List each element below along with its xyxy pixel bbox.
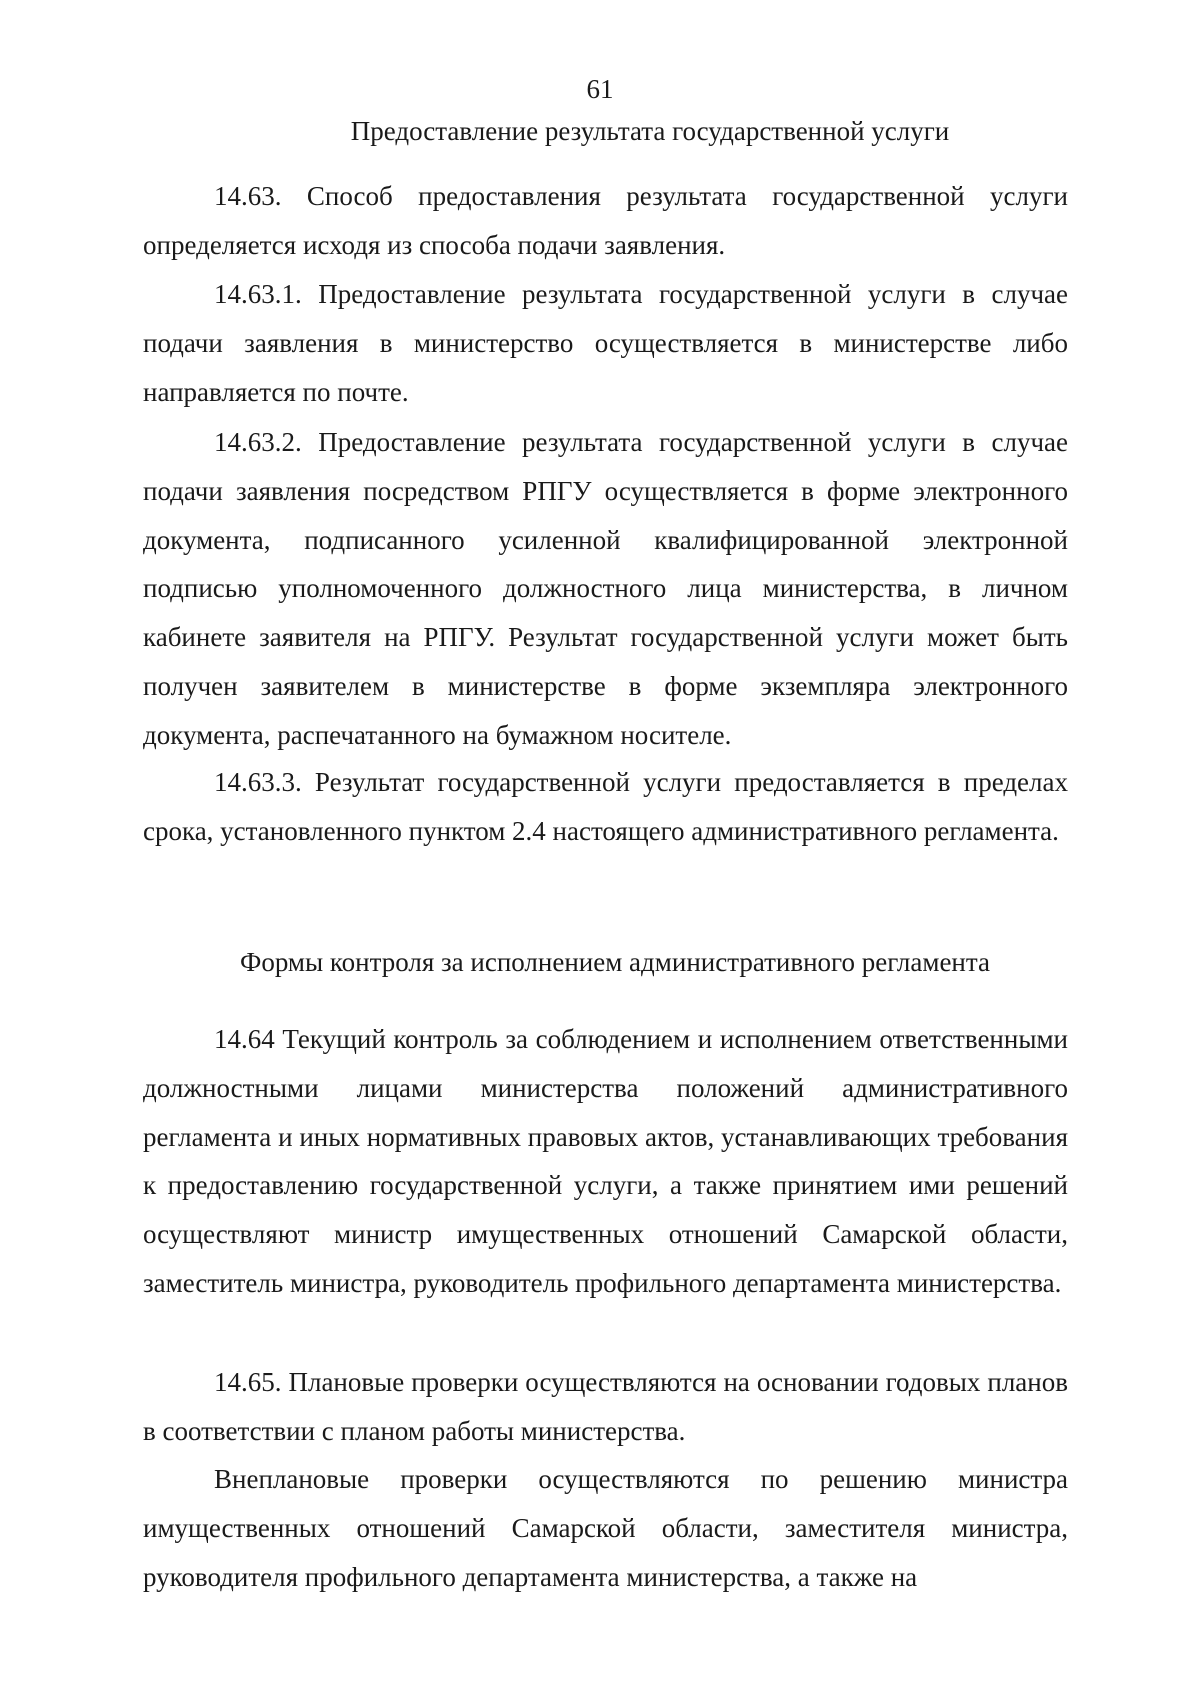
paragraph-14-63-3: 14.63.3. Результат государственной услуги предоставляется в пределах срока, установленного пунктом 2.4 настоящего административного регламента. [143, 767, 1068, 846]
page-number: 61 [586, 74, 614, 104]
section-heading-control: Формы контроля за исполнением административного регламента [240, 947, 990, 977]
paragraph-unscheduled-checks: Внеплановые проверки осуществляются по решению министра имущественных отношений Самарской области, заместителя министра, руководителя профильного департамента министерства, а также на [143, 1464, 1068, 1592]
paragraph-14-65: 14.65. Плановые проверки осуществляются на основании годовых планов в соответствии с планом работы министерства. [143, 1367, 1068, 1446]
paragraph-14-63: 14.63. Способ предоставления результата государственной услуги определяется исходя из способа подачи заявления. [143, 181, 1068, 260]
paragraph-14-64: 14.64 Текущий контроль за соблюдением и исполнением ответственными должностными лицами министерства положений административного регламента и иных нормативных правовых актов, устанавливающих требования к предоставлению государственной услуги, а также принятием ими решений осуществляют министр имущественных отношений Самарской области, заместитель министра, руководитель профильного департамента министерства. [143, 1024, 1068, 1298]
section-heading-result: Предоставление результата государственной услуги [350, 116, 950, 146]
paragraph-14-63-2: 14.63.2. Предоставление результата государственной услуги в случае подачи заявления посредством РПГУ осуществляется в форме электронного документа, подписанного усиленной квалифицированной электронной подписью уполномоченного должностного лица министерства, в личном кабинете заявителя на РПГУ. Результат государственной услуги может быть получен заявителем в министерстве в форме экземпляра электронного документа, распечатанного на бумажном носителе. [143, 427, 1068, 750]
paragraph-14-63-1: 14.63.1. Предоставление результата государственной услуги в случае подачи заявления в министерство осуществляется в министерстве либо направляется по почте. [143, 279, 1068, 407]
